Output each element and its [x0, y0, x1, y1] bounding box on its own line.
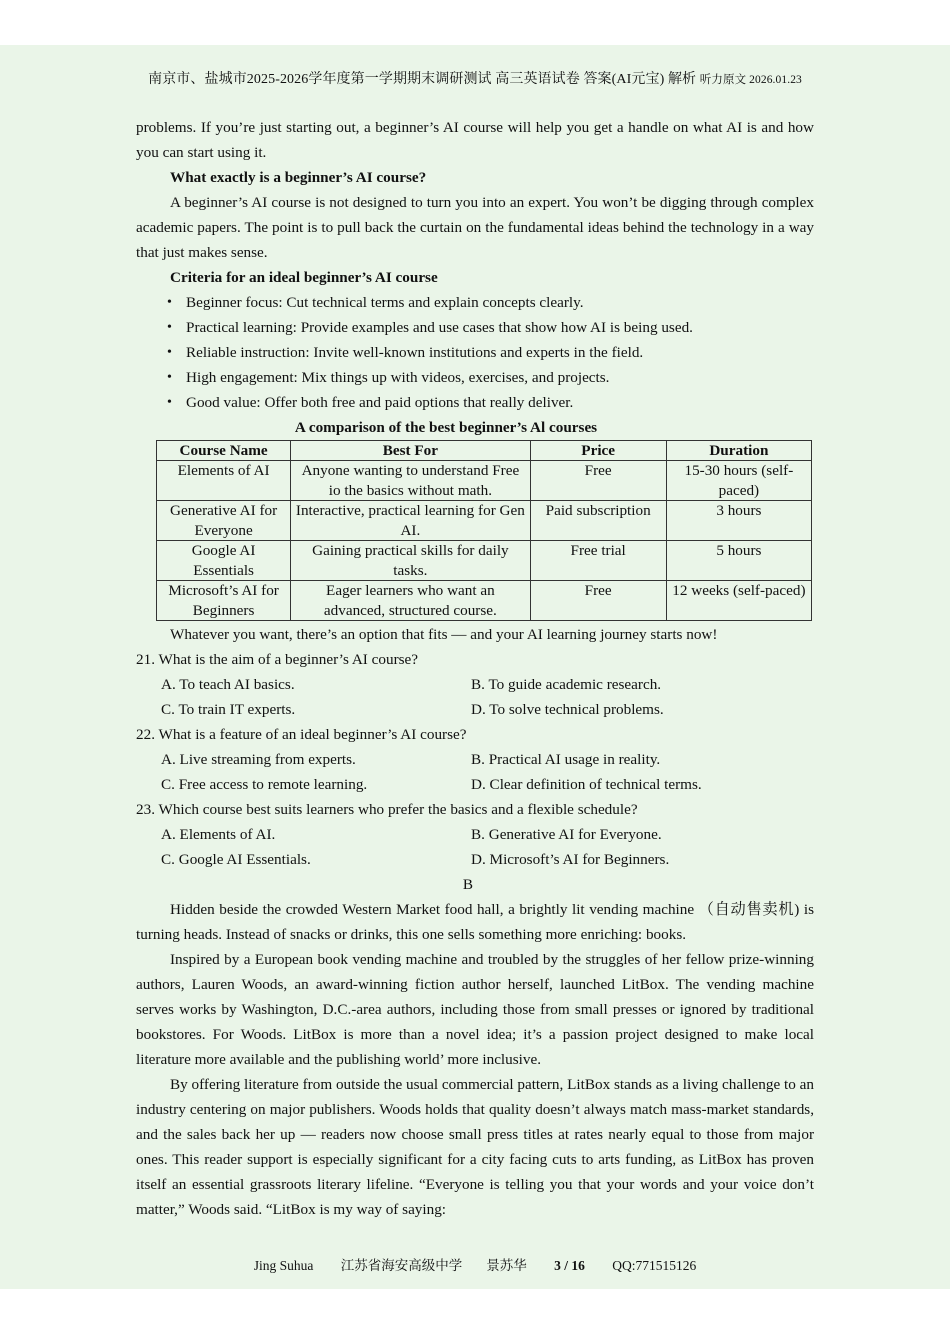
- option: A. Elements of AI.: [161, 826, 276, 843]
- section1-text: A beginner’s AI course is not designed to turn you into an expert. You won’t be digging through complex academic papers. The point is to pull back the curtain on the fundamental ideas behind the technology in a way that just makes sense.: [136, 194, 814, 261]
- criteria-heading: Criteria for an ideal beginner’s AI course: [170, 269, 438, 286]
- option: D. Clear definition of technical terms.: [471, 776, 702, 793]
- option: A. Live streaming from experts.: [161, 751, 356, 768]
- bullet-icon: •: [167, 395, 172, 410]
- question-stem: 23. Which course best suits learners who prefer the basics and a flexible schedule?: [136, 801, 638, 818]
- criteria-item: • Reliable instruction: Invite well-known institutions and experts in the field.: [136, 340, 814, 365]
- bullet-icon: •: [167, 370, 172, 385]
- option: A. To teach AI basics.: [161, 676, 295, 693]
- table-header-row: [157, 441, 812, 461]
- table-row: [157, 581, 812, 621]
- table-row: [157, 461, 812, 501]
- criteria-item: • Good value: Offer both free and paid options that really deliver.: [136, 390, 814, 415]
- bullet-icon: •: [167, 345, 172, 360]
- option: B. Generative AI for Everyone.: [471, 826, 662, 843]
- table-cell: 12 weeks (self-paced): [666, 581, 811, 621]
- course-comparison-table: [156, 440, 812, 621]
- passage-paragraph: Inspired by a European book vending machine and troubled by the struggles of her fellow prize-winning authors, Lauren Woods, an award-winning fiction author herself, launched LitBox. The vending machine serves works by Washington, D.C.-area authors, including those from small presses or ignored by traditional bookstores. For Woods. LitBox is more than a novel idea; it’s a passion project designed to make local literature more available and the publishing world’ more inclusive.: [136, 951, 814, 1068]
- header-note: 听力原文 2026.01.23: [699, 74, 802, 86]
- column-header: Course Name: [157, 441, 291, 461]
- footer-school: 江苏省海安高级中学: [340, 1258, 463, 1273]
- intro-continuation: problems. If you’re just starting out, a beginner’s AI course will help you get a handle on what AI is and how you can start using it.: [136, 119, 814, 161]
- question-options: [136, 772, 814, 797]
- header-title: 南京市、盐城市2025-2026学年度第一学期期末调研测试 高三英语试卷 答案(AI元宝) 解析: [148, 72, 697, 87]
- table-cell: Eager learners who want an advanced, structured course.: [291, 581, 530, 621]
- table-row: [157, 541, 812, 581]
- question-options: [136, 747, 814, 772]
- column-header: Price: [530, 441, 666, 461]
- option: C. Free access to remote learning.: [161, 776, 368, 793]
- table-title: A comparison of the best beginner’s Al courses: [294, 419, 598, 436]
- question-options: [136, 697, 814, 722]
- option: C. Google AI Essentials.: [161, 851, 311, 868]
- footer-qq: QQ:771515126: [612, 1258, 697, 1273]
- table-cell: Google AI Essentials: [157, 541, 291, 581]
- page-header: [0, 68, 950, 88]
- criteria-item: • Practical learning: Provide examples and use cases that show how AI is being used.: [136, 315, 814, 340]
- table-cell: Elements of AI: [157, 461, 291, 501]
- option: B. To guide academic research.: [471, 676, 662, 693]
- question-options: [136, 672, 814, 697]
- question-stem: 21. What is the aim of a beginner’s AI course?: [136, 651, 419, 668]
- column-header: Duration: [666, 441, 811, 461]
- table-cell: 3 hours: [666, 501, 811, 541]
- table-cell: Microsoft’s AI for Beginners: [157, 581, 291, 621]
- option: C. To train IT experts.: [161, 701, 296, 718]
- question-stem: 22. What is a feature of an ideal beginner’s AI course?: [136, 726, 467, 743]
- page-number: 3 / 16: [554, 1258, 585, 1273]
- column-header: Best For: [291, 441, 530, 461]
- question-options: [136, 822, 814, 847]
- table-cell: Gaining practical skills for daily tasks.: [291, 541, 530, 581]
- option: B. Practical AI usage in reality.: [471, 751, 661, 768]
- section-b-label: B: [462, 876, 474, 893]
- document-body: [136, 115, 814, 1222]
- table-cell: 5 hours: [666, 541, 811, 581]
- table-cell: Paid subscription: [530, 501, 666, 541]
- footer-author-cn: 景苏华: [486, 1258, 527, 1273]
- document-page: [0, 45, 950, 1289]
- table-cell: Free: [530, 461, 666, 501]
- table-cell: Free: [530, 581, 666, 621]
- bullet-icon: •: [167, 295, 172, 310]
- page-footer: [0, 1254, 950, 1274]
- footer-author: Jing Suhua: [253, 1258, 314, 1273]
- option: D. To solve technical problems.: [471, 701, 664, 718]
- table-cell: Generative AI for Everyone: [157, 501, 291, 541]
- question-options: [136, 847, 814, 872]
- section1-heading: What exactly is a beginner’s AI course?: [170, 169, 427, 186]
- passage-paragraph: Hidden beside the crowded Western Market food hall, a brightly lit vending machine （自动售卖机) is turning heads. Instead of snacks or drinks, this one sells something more enriching: books.: [136, 901, 814, 943]
- option: D. Microsoft’s AI for Beginners.: [471, 851, 670, 868]
- table-cell: Anyone wanting to understand Free io the basics without math.: [291, 461, 530, 501]
- criteria-item: • Beginner focus: Cut technical terms and explain concepts clearly.: [136, 290, 814, 315]
- table-cell: Interactive, practical learning for Gen AI.: [291, 501, 530, 541]
- table-row: [157, 501, 812, 541]
- table-cell: Free trial: [530, 541, 666, 581]
- closing-line: Whatever you want, there’s an option that fits — and your AI learning journey starts now!: [170, 626, 718, 643]
- table-cell: 15-30 hours (self-paced): [666, 461, 811, 501]
- passage-paragraph: By offering literature from outside the usual commercial pattern, LitBox stands as a living challenge to an industry centering on major publishers. Woods holds that quality doesn’t always match mass-market standards, and the sales back her up — readers now choose small press titles at rates nearly equal to those from major ones. This reader support is especially significant for a city facing cuts to arts funding, as LitBox has proven itself an essential grassroots literary lifeline. “Everyone is telling you that your words and your voice don’t matter,” Woods said. “LitBox is my way of saying:: [136, 1076, 814, 1218]
- criteria-item: • High engagement: Mix things up with videos, exercises, and projects.: [136, 365, 814, 390]
- bullet-icon: •: [167, 320, 172, 335]
